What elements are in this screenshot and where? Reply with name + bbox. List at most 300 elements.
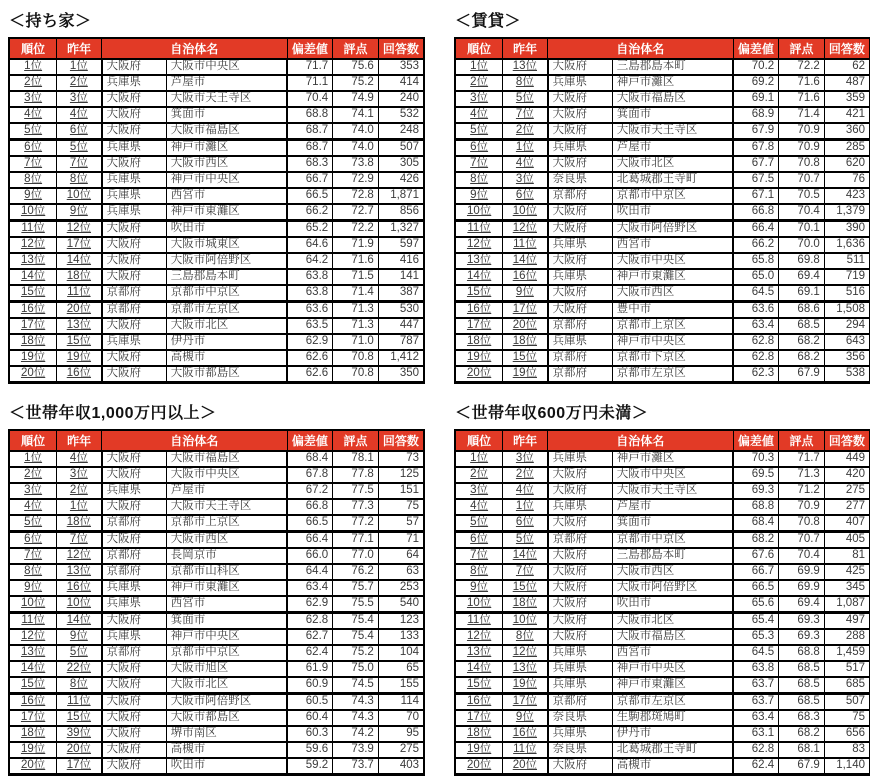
prefecture-cell: 大阪府 [102, 694, 167, 711]
prefecture-cell: 大阪府 [548, 580, 613, 596]
last-year-cell: 1位 [503, 499, 548, 515]
responses-cell: 248 [378, 123, 424, 140]
last-year-cell: 9位 [503, 710, 548, 726]
municipality-cell: 芦屋市 [166, 75, 287, 91]
rank-cell: 13位 [455, 253, 503, 269]
col-header-deviation: 偏差値 [733, 38, 779, 59]
last-year-cell: 16位 [503, 269, 548, 285]
last-year-cell: 9位 [503, 285, 548, 302]
rank-cell: 12位 [455, 237, 503, 253]
responses-cell: 95 [378, 726, 424, 742]
last-year-cell: 7位 [57, 156, 102, 172]
deviation-cell: 68.2 [733, 532, 779, 549]
deviation-cell: 62.8 [733, 742, 779, 758]
deviation-cell: 68.9 [733, 107, 779, 123]
score-cell: 71.4 [333, 285, 379, 302]
table-row [9, 302, 424, 319]
table-row [455, 742, 870, 758]
responses-cell: 507 [378, 140, 424, 157]
table-row [9, 188, 424, 204]
table-row [9, 645, 424, 661]
municipality-cell: 神戸市中央区 [166, 172, 287, 188]
prefecture-cell: 大阪府 [548, 59, 613, 75]
ranking-table-owned-home [8, 37, 425, 384]
deviation-cell: 67.9 [733, 123, 779, 140]
responses-cell: 538 [824, 366, 870, 383]
table-row [9, 91, 424, 107]
rank-cell: 7位 [455, 548, 503, 564]
prefecture-cell: 兵庫県 [548, 677, 613, 694]
municipality-cell: 京都市左京区 [612, 694, 733, 711]
prefecture-cell: 大阪府 [548, 564, 613, 580]
score-cell: 71.9 [333, 237, 379, 253]
responses-cell: 449 [824, 451, 870, 467]
municipality-cell: 生駒郡斑鳩町 [612, 710, 733, 726]
deviation-cell: 64.5 [733, 645, 779, 661]
col-header-responses: 回答数 [824, 38, 870, 59]
prefecture-cell: 兵庫県 [102, 140, 167, 157]
last-year-cell: 17位 [503, 302, 548, 319]
last-year-cell: 12位 [57, 221, 102, 238]
prefecture-cell: 大阪府 [548, 302, 613, 319]
rank-cell: 17位 [9, 710, 57, 726]
table-row [9, 742, 424, 758]
score-cell: 69.4 [779, 596, 825, 613]
rank-cell: 15位 [455, 677, 503, 694]
score-cell: 68.8 [779, 645, 825, 661]
rank-cell: 6位 [455, 140, 503, 157]
deviation-cell: 66.7 [733, 564, 779, 580]
score-cell: 74.0 [333, 140, 379, 157]
prefecture-cell: 大阪府 [548, 515, 613, 532]
score-cell: 69.4 [779, 269, 825, 285]
municipality-cell: 大阪市福島区 [166, 123, 287, 140]
municipality-cell: 高槻市 [612, 758, 733, 775]
score-cell: 74.3 [333, 710, 379, 726]
municipality-cell: 京都市上京区 [166, 515, 287, 532]
col-header-score: 評点 [779, 38, 825, 59]
table-row [9, 467, 424, 483]
rank-cell: 6位 [455, 532, 503, 549]
table-row [9, 123, 424, 140]
score-cell: 73.8 [333, 156, 379, 172]
responses-cell: 420 [824, 467, 870, 483]
table-row [455, 350, 870, 366]
prefecture-cell: 京都府 [102, 302, 167, 319]
municipality-cell: 神戸市灘区 [612, 75, 733, 91]
prefecture-cell: 京都府 [102, 564, 167, 580]
rank-cell: 14位 [455, 661, 503, 677]
deviation-cell: 63.4 [287, 580, 333, 596]
municipality-cell: 京都市左京区 [612, 366, 733, 383]
rank-cell: 19位 [9, 350, 57, 366]
prefecture-cell: 兵庫県 [102, 172, 167, 188]
last-year-cell: 8位 [57, 677, 102, 694]
rank-cell: 9位 [455, 580, 503, 596]
score-cell: 72.2 [333, 221, 379, 238]
col-header-rank: 順位 [455, 38, 503, 59]
rank-cell: 5位 [9, 123, 57, 140]
last-year-cell: 17位 [57, 758, 102, 775]
municipality-cell: 大阪市阿倍野区 [166, 694, 287, 711]
responses-cell: 540 [378, 596, 424, 613]
deviation-cell: 63.6 [733, 302, 779, 319]
table-row [9, 107, 424, 123]
score-cell: 71.6 [779, 75, 825, 91]
municipality-cell: 箕面市 [166, 107, 287, 123]
rank-cell: 12位 [9, 629, 57, 645]
section-income-over-10m [8, 400, 425, 776]
responses-cell: 620 [824, 156, 870, 172]
prefecture-cell: 京都府 [102, 548, 167, 564]
last-year-cell: 16位 [57, 580, 102, 596]
score-cell: 67.9 [779, 366, 825, 383]
deviation-cell: 63.8 [287, 285, 333, 302]
rank-cell: 18位 [9, 334, 57, 350]
responses-cell: 71 [378, 532, 424, 549]
score-cell: 77.2 [333, 515, 379, 532]
last-year-cell: 11位 [57, 694, 102, 711]
rank-cell: 11位 [9, 221, 57, 238]
score-cell: 74.0 [333, 123, 379, 140]
deviation-cell: 64.2 [287, 253, 333, 269]
rank-cell: 20位 [9, 366, 57, 383]
score-cell: 70.4 [779, 548, 825, 564]
score-cell: 75.5 [333, 596, 379, 613]
score-cell: 70.8 [333, 366, 379, 383]
last-year-cell: 7位 [57, 532, 102, 549]
responses-cell: 123 [378, 613, 424, 630]
deviation-cell: 65.4 [733, 613, 779, 630]
deviation-cell: 62.8 [287, 613, 333, 630]
score-cell: 69.8 [779, 253, 825, 269]
table-row [9, 629, 424, 645]
last-year-cell: 20位 [57, 742, 102, 758]
deviation-cell: 69.5 [733, 467, 779, 483]
score-cell: 77.8 [333, 467, 379, 483]
table-row [455, 515, 870, 532]
responses-cell: 73 [378, 451, 424, 467]
municipality-cell: 吹田市 [166, 758, 287, 775]
responses-cell: 856 [378, 204, 424, 221]
last-year-cell: 22位 [57, 661, 102, 677]
prefecture-cell: 大阪府 [102, 107, 167, 123]
responses-cell: 1,871 [378, 188, 424, 204]
rank-cell: 5位 [9, 515, 57, 532]
score-cell: 74.5 [333, 677, 379, 694]
deviation-cell: 71.7 [287, 59, 333, 75]
prefecture-cell: 京都府 [548, 318, 613, 334]
deviation-cell: 66.5 [733, 580, 779, 596]
municipality-cell: 大阪市北区 [612, 156, 733, 172]
last-year-cell: 15位 [57, 334, 102, 350]
last-year-cell: 2位 [57, 483, 102, 499]
deviation-cell: 63.4 [733, 318, 779, 334]
ranking-table-income-under-6m [454, 429, 870, 776]
score-cell: 70.1 [779, 221, 825, 238]
responses-cell: 360 [824, 123, 870, 140]
table-row [9, 318, 424, 334]
responses-cell: 64 [378, 548, 424, 564]
table-row [9, 483, 424, 499]
table-row [9, 548, 424, 564]
deviation-cell: 67.6 [733, 548, 779, 564]
municipality-cell: 大阪市福島区 [612, 629, 733, 645]
municipality-cell: 大阪市阿倍野区 [612, 580, 733, 596]
last-year-cell: 18位 [503, 596, 548, 613]
prefecture-cell: 兵庫県 [102, 188, 167, 204]
last-year-cell: 4位 [57, 451, 102, 467]
prefecture-cell: 大阪府 [102, 726, 167, 742]
rank-cell: 4位 [455, 499, 503, 515]
deviation-cell: 67.8 [287, 467, 333, 483]
municipality-cell: 北葛城郡王寺町 [612, 172, 733, 188]
table-row [9, 451, 424, 467]
last-year-cell: 11位 [503, 742, 548, 758]
deviation-cell: 64.5 [733, 285, 779, 302]
municipality-cell: 大阪市福島区 [612, 91, 733, 107]
municipality-cell: 大阪市西区 [612, 285, 733, 302]
table-row [455, 237, 870, 253]
responses-cell: 275 [824, 483, 870, 499]
last-year-cell: 20位 [503, 318, 548, 334]
municipality-cell: 大阪市城東区 [166, 237, 287, 253]
deviation-cell: 62.9 [287, 596, 333, 613]
prefecture-cell: 兵庫県 [548, 645, 613, 661]
rank-cell: 10位 [9, 596, 57, 613]
prefecture-cell: 大阪府 [102, 710, 167, 726]
responses-cell: 345 [824, 580, 870, 596]
prefecture-cell: 大阪府 [102, 758, 167, 775]
score-cell: 70.0 [779, 237, 825, 253]
responses-cell: 83 [824, 742, 870, 758]
last-year-cell: 3位 [503, 451, 548, 467]
last-year-cell: 2位 [503, 123, 548, 140]
responses-cell: 70 [378, 710, 424, 726]
municipality-cell: 大阪市天王寺区 [612, 483, 733, 499]
score-cell: 68.5 [779, 318, 825, 334]
municipality-cell: 神戸市灘区 [612, 451, 733, 467]
prefecture-cell: 大阪府 [548, 91, 613, 107]
rank-cell: 13位 [9, 645, 57, 661]
deviation-cell: 62.9 [287, 334, 333, 350]
col-header-deviation: 偏差値 [733, 430, 779, 451]
responses-cell: 62 [824, 59, 870, 75]
rank-cell: 19位 [455, 742, 503, 758]
table-row [455, 564, 870, 580]
table-row [9, 140, 424, 157]
municipality-cell: 吹田市 [612, 204, 733, 221]
table-row [455, 302, 870, 319]
table-row [9, 694, 424, 711]
responses-cell: 421 [824, 107, 870, 123]
deviation-cell: 65.8 [733, 253, 779, 269]
municipality-cell: 三島郡島本町 [612, 548, 733, 564]
last-year-cell: 10位 [57, 596, 102, 613]
score-cell: 73.9 [333, 742, 379, 758]
deviation-cell: 66.4 [733, 221, 779, 238]
deviation-cell: 68.4 [287, 451, 333, 467]
municipality-cell: 大阪市阿倍野区 [612, 221, 733, 238]
col-header-rank: 順位 [9, 430, 57, 451]
responses-cell: 387 [378, 285, 424, 302]
deviation-cell: 67.8 [733, 140, 779, 157]
responses-cell: 240 [378, 91, 424, 107]
table-row [455, 661, 870, 677]
table-title-owned-home: ＜持ち家＞ [9, 13, 92, 30]
table-title-rental: ＜賃貸＞ [455, 13, 522, 30]
prefecture-cell: 大阪府 [102, 532, 167, 549]
municipality-cell: 神戸市東灘区 [166, 204, 287, 221]
prefecture-cell: 大阪府 [548, 758, 613, 775]
score-cell: 72.7 [333, 204, 379, 221]
responses-cell: 656 [824, 726, 870, 742]
prefecture-cell: 大阪府 [102, 661, 167, 677]
score-cell: 77.3 [333, 499, 379, 515]
municipality-cell: 京都市上京区 [612, 318, 733, 334]
table-row [9, 285, 424, 302]
rank-cell: 16位 [9, 302, 57, 319]
prefecture-cell: 大阪府 [548, 483, 613, 499]
municipality-cell: 大阪市都島区 [166, 710, 287, 726]
municipality-cell: 神戸市東灘区 [166, 580, 287, 596]
prefecture-cell: 大阪府 [102, 742, 167, 758]
prefecture-cell: 大阪府 [548, 629, 613, 645]
deviation-cell: 62.7 [287, 629, 333, 645]
score-cell: 70.4 [779, 204, 825, 221]
last-year-cell: 8位 [503, 75, 548, 91]
deviation-cell: 62.6 [287, 350, 333, 366]
table-row [9, 661, 424, 677]
responses-cell: 1,636 [824, 237, 870, 253]
rank-cell: 10位 [9, 204, 57, 221]
score-cell: 70.7 [779, 172, 825, 188]
responses-cell: 487 [824, 75, 870, 91]
last-year-cell: 7位 [503, 564, 548, 580]
last-year-cell: 18位 [503, 334, 548, 350]
score-cell: 67.9 [779, 758, 825, 775]
section-rental [454, 8, 870, 384]
deviation-cell: 62.8 [733, 334, 779, 350]
rank-cell: 3位 [9, 483, 57, 499]
responses-cell: 294 [824, 318, 870, 334]
table-row [455, 91, 870, 107]
responses-cell: 497 [824, 613, 870, 630]
table-row [9, 350, 424, 366]
score-cell: 69.3 [779, 629, 825, 645]
prefecture-cell: 大阪府 [102, 237, 167, 253]
municipality-cell: 北葛城郡王寺町 [612, 742, 733, 758]
table-row [9, 564, 424, 580]
prefecture-cell: 大阪府 [102, 451, 167, 467]
municipality-cell: 三島郡島本町 [612, 59, 733, 75]
table-row [455, 188, 870, 204]
municipality-cell: 京都市中京区 [612, 532, 733, 549]
rank-cell: 7位 [455, 156, 503, 172]
score-cell: 68.2 [779, 350, 825, 366]
table-row [455, 710, 870, 726]
table-row [9, 253, 424, 269]
municipality-cell: 大阪市西区 [166, 156, 287, 172]
last-year-cell: 13位 [57, 564, 102, 580]
responses-cell: 151 [378, 483, 424, 499]
municipality-cell: 箕面市 [166, 613, 287, 630]
table-row [455, 156, 870, 172]
last-year-cell: 7位 [503, 107, 548, 123]
deviation-cell: 61.9 [287, 661, 333, 677]
responses-cell: 133 [378, 629, 424, 645]
score-cell: 75.2 [333, 75, 379, 91]
rank-cell: 11位 [455, 221, 503, 238]
rank-cell: 4位 [455, 107, 503, 123]
prefecture-cell: 兵庫県 [102, 75, 167, 91]
rank-cell: 15位 [9, 677, 57, 694]
responses-cell: 305 [378, 156, 424, 172]
table-row [9, 726, 424, 742]
prefecture-cell: 大阪府 [548, 221, 613, 238]
last-year-cell: 16位 [503, 726, 548, 742]
municipality-cell: 吹田市 [166, 221, 287, 238]
col-header-score: 評点 [333, 430, 379, 451]
municipality-cell: 大阪市北区 [166, 318, 287, 334]
last-year-cell: 6位 [503, 188, 548, 204]
table-row [455, 645, 870, 661]
prefecture-cell: 大阪府 [102, 123, 167, 140]
rank-cell: 17位 [455, 318, 503, 334]
table-row [455, 269, 870, 285]
prefecture-cell: 大阪府 [548, 467, 613, 483]
table-row [9, 172, 424, 188]
deviation-cell: 63.7 [733, 677, 779, 694]
deviation-cell: 70.3 [733, 451, 779, 467]
municipality-cell: 大阪市北区 [166, 677, 287, 694]
prefecture-cell: 兵庫県 [102, 204, 167, 221]
responses-cell: 1,140 [824, 758, 870, 775]
score-cell: 77.0 [333, 548, 379, 564]
prefecture-cell: 京都府 [548, 350, 613, 366]
prefecture-cell: 兵庫県 [548, 451, 613, 467]
responses-cell: 597 [378, 237, 424, 253]
prefecture-cell: 大阪府 [102, 499, 167, 515]
responses-cell: 75 [378, 499, 424, 515]
rank-cell: 18位 [9, 726, 57, 742]
table-row [455, 75, 870, 91]
last-year-cell: 14位 [57, 613, 102, 630]
deviation-cell: 60.3 [287, 726, 333, 742]
responses-cell: 685 [824, 677, 870, 694]
prefecture-cell: 兵庫県 [102, 596, 167, 613]
prefecture-cell: 奈良県 [548, 742, 613, 758]
rank-cell: 16位 [455, 302, 503, 319]
last-year-cell: 9位 [57, 204, 102, 221]
score-cell: 74.9 [333, 91, 379, 107]
table-row [455, 758, 870, 775]
score-cell: 71.7 [779, 451, 825, 467]
rank-cell: 11位 [9, 613, 57, 630]
deviation-cell: 67.7 [733, 156, 779, 172]
rank-cell: 20位 [455, 366, 503, 383]
last-year-cell: 5位 [57, 645, 102, 661]
municipality-cell: 京都市中京区 [612, 188, 733, 204]
deviation-cell: 66.2 [733, 237, 779, 253]
prefecture-cell: 兵庫県 [548, 726, 613, 742]
score-cell: 71.3 [779, 467, 825, 483]
responses-cell: 277 [824, 499, 870, 515]
deviation-cell: 69.1 [733, 91, 779, 107]
prefecture-cell: 大阪府 [548, 204, 613, 221]
rank-cell: 9位 [455, 188, 503, 204]
last-year-cell: 20位 [503, 758, 548, 775]
